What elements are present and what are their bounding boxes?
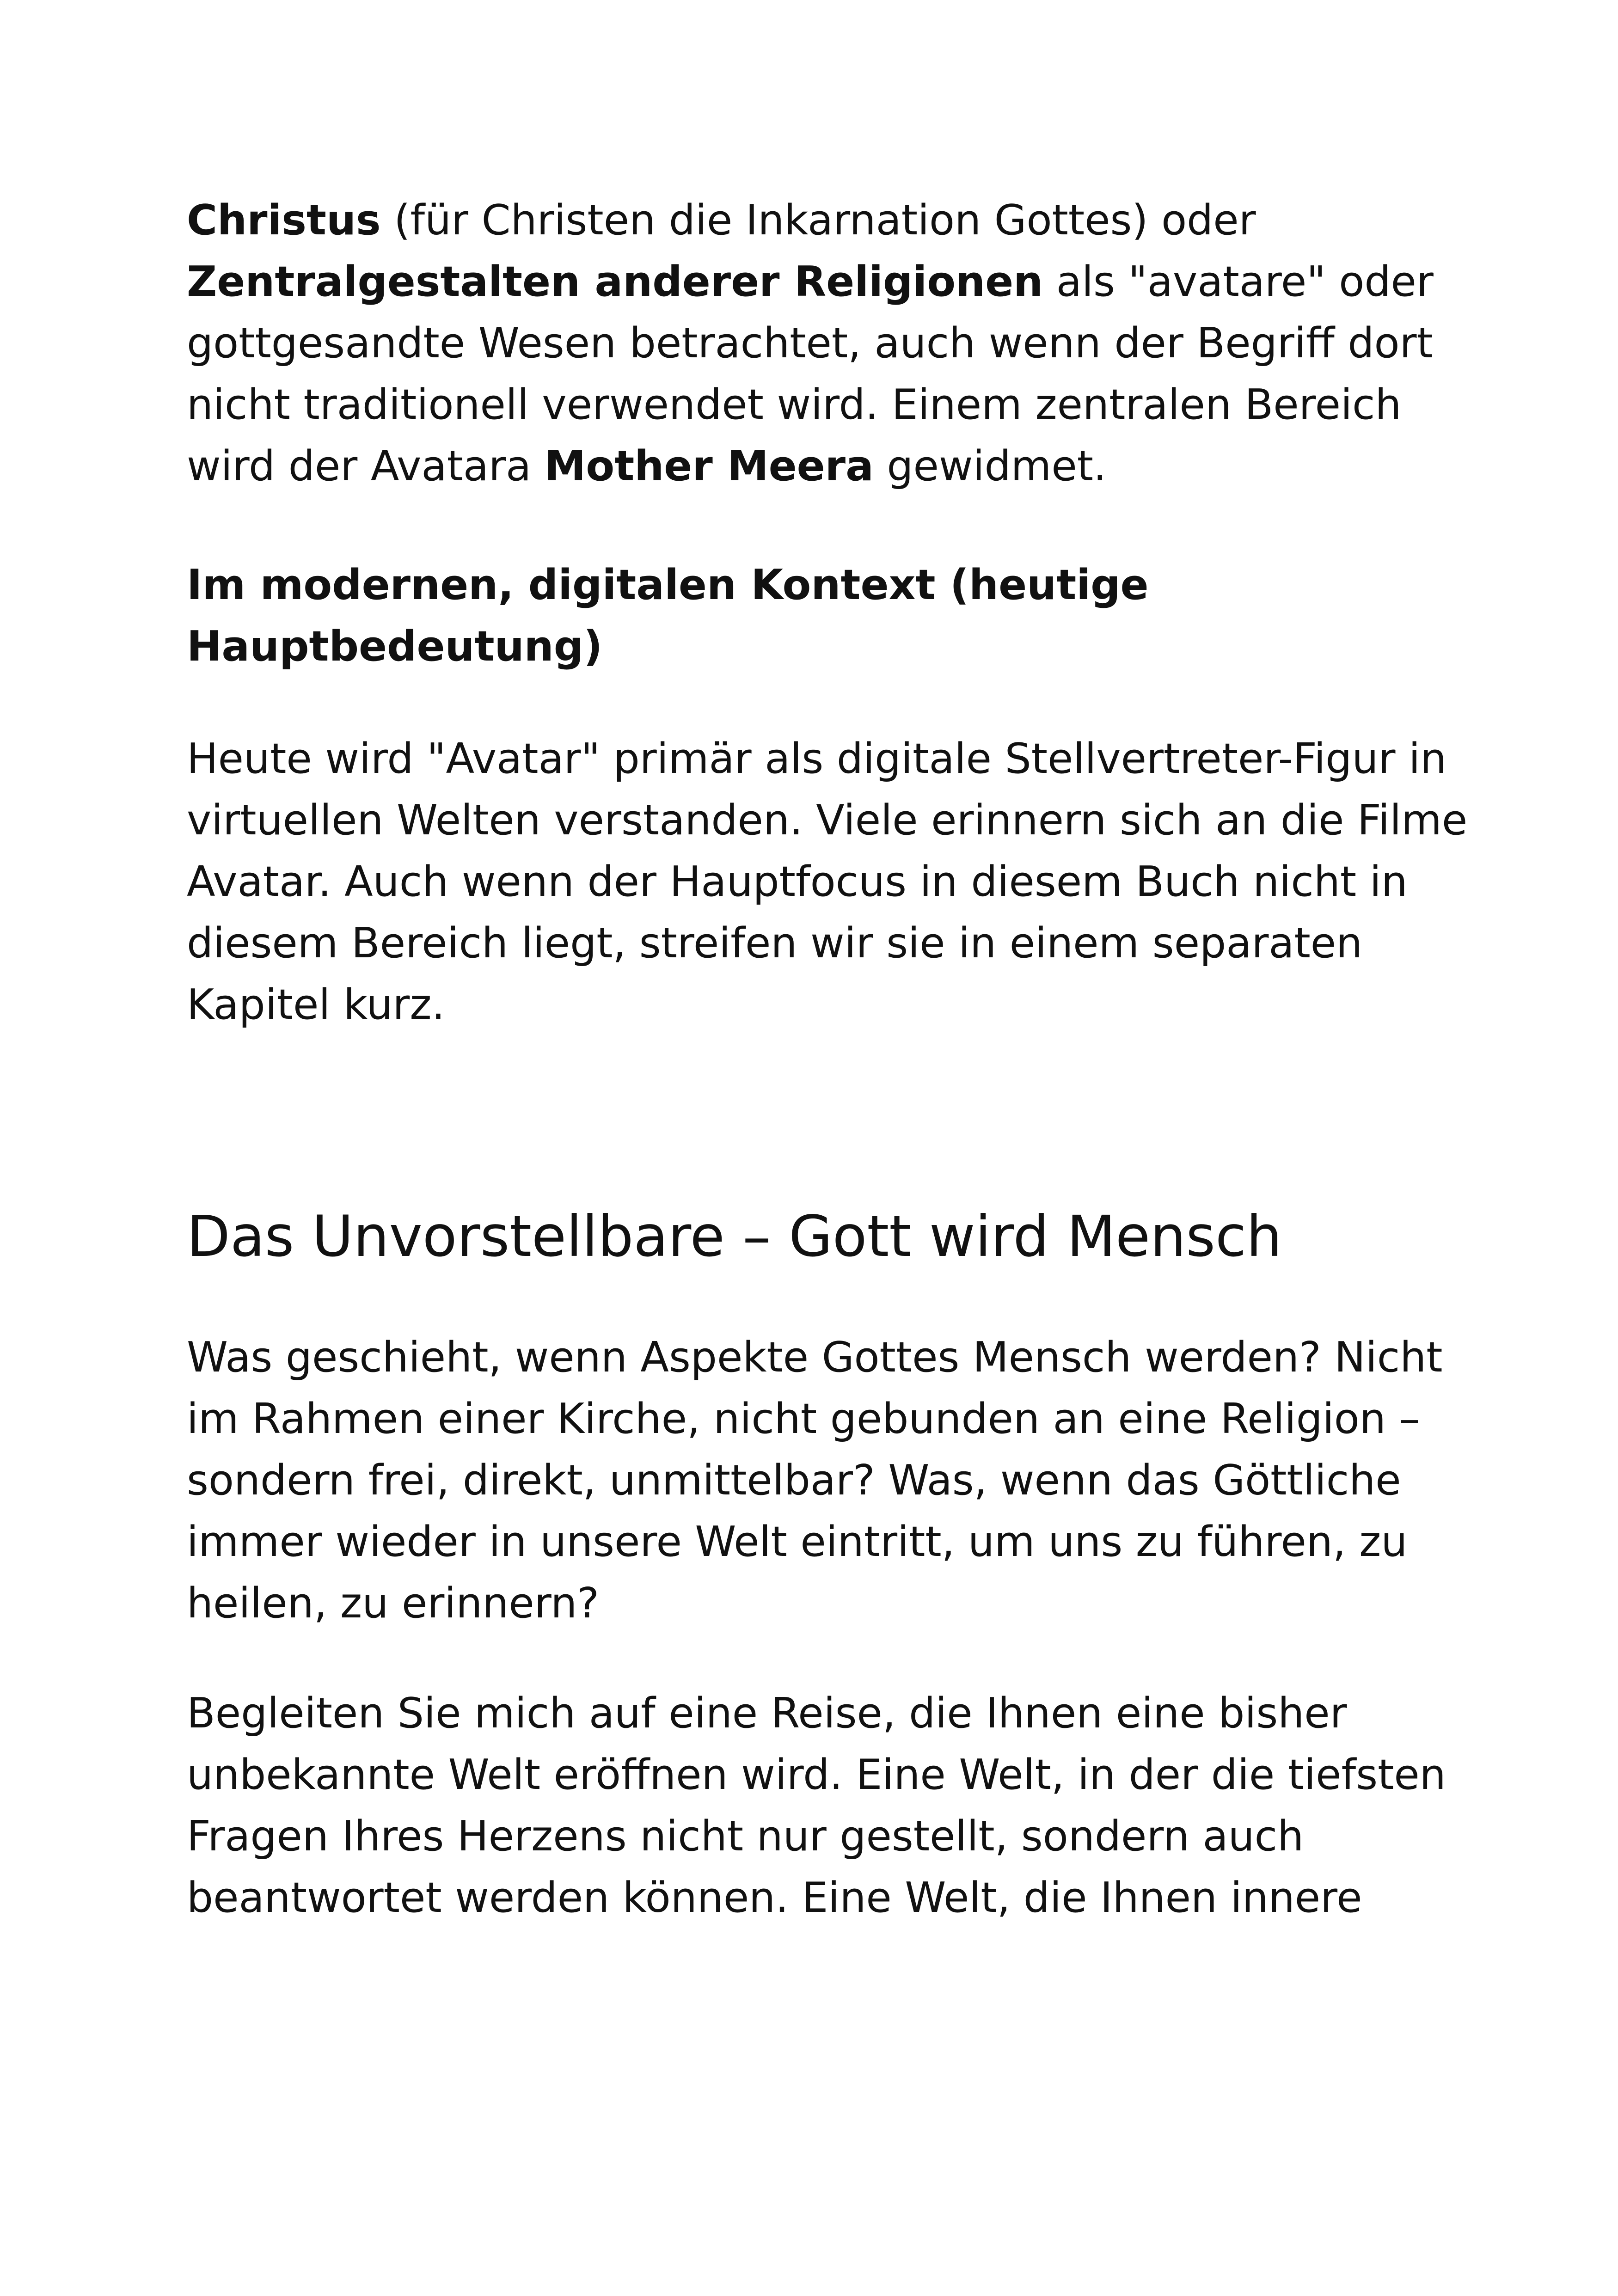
text-line: virtuellen Welten verstanden. Viele erinnern sich an die Filme	[187, 796, 1468, 845]
text-line: heilen, zu erinnern?	[187, 1579, 600, 1628]
text-line: Heute wird "Avatar" primär als digitale Stellvertreter-Figur in	[187, 735, 1447, 783]
text-line: Was geschieht, wenn Aspekte Gottes Mensch werden? Nicht	[187, 1333, 1443, 1382]
subheading-line: Im modernen, digitalen Kontext (heutige	[187, 561, 1149, 609]
text-line: Avatar. Auch wenn der Hauptfocus in diesem Buch nicht in	[187, 857, 1408, 906]
bold-term: Christus	[187, 196, 381, 245]
text-line: immer wieder in unsere Welt eintritt, um uns zu führen, zu	[187, 1518, 1408, 1566]
text-line: gottgesandte Wesen betrachtet, auch wenn der Begriff dort	[187, 319, 1433, 367]
text-span: (für Christen die Inkarnation Gottes) oder	[380, 196, 1256, 245]
text-line: beantwortet werden können. Eine Welt, die Ihnen innere	[187, 1874, 1362, 1922]
text-line: sondern frei, direkt, unmittelbar? Was, wenn das Göttliche	[187, 1456, 1401, 1505]
paragraph-religious-figures	[187, 190, 1444, 497]
text-line: Begleiten Sie mich auf eine Reise, die Ihnen eine bisher	[187, 1689, 1347, 1738]
text-line	[187, 435, 1444, 497]
text-line	[187, 190, 1444, 251]
subheading-digital-context	[187, 554, 1444, 677]
subheading-line: Hauptbedeutung)	[187, 622, 603, 671]
bold-term: Mother Meera	[544, 442, 874, 490]
bold-term: Zentralgestalten anderer Religionen	[187, 257, 1043, 306]
text-line: diesem Bereich liegt, streifen wir sie in einem separaten	[187, 919, 1363, 967]
text-span: als "avatare" oder	[1043, 257, 1434, 306]
text-span: gewidmet.	[873, 442, 1107, 490]
text-line: Kapitel kurz.	[187, 980, 445, 1029]
text-span: wird der Avatara	[187, 442, 545, 490]
text-line: im Rahmen einer Kirche, nicht gebunden an eine Religion –	[187, 1395, 1420, 1443]
section-heading: Das Unvorstellbare – Gott wird Mensch	[187, 1204, 1282, 1269]
text-line: Fragen Ihres Herzens nicht nur gestellt, sondern auch	[187, 1812, 1304, 1861]
paragraph-digital-avatar	[187, 728, 1468, 1035]
paragraph-questions	[187, 1327, 1444, 1634]
paragraph-journey	[187, 1683, 1444, 1929]
text-line: unbekannte Welt eröffnen wird. Eine Welt, in der die tiefsten	[187, 1751, 1446, 1799]
text-line	[187, 251, 1444, 312]
text-line: nicht traditionell verwendet wird. Einem zentralen Bereich	[187, 380, 1402, 429]
